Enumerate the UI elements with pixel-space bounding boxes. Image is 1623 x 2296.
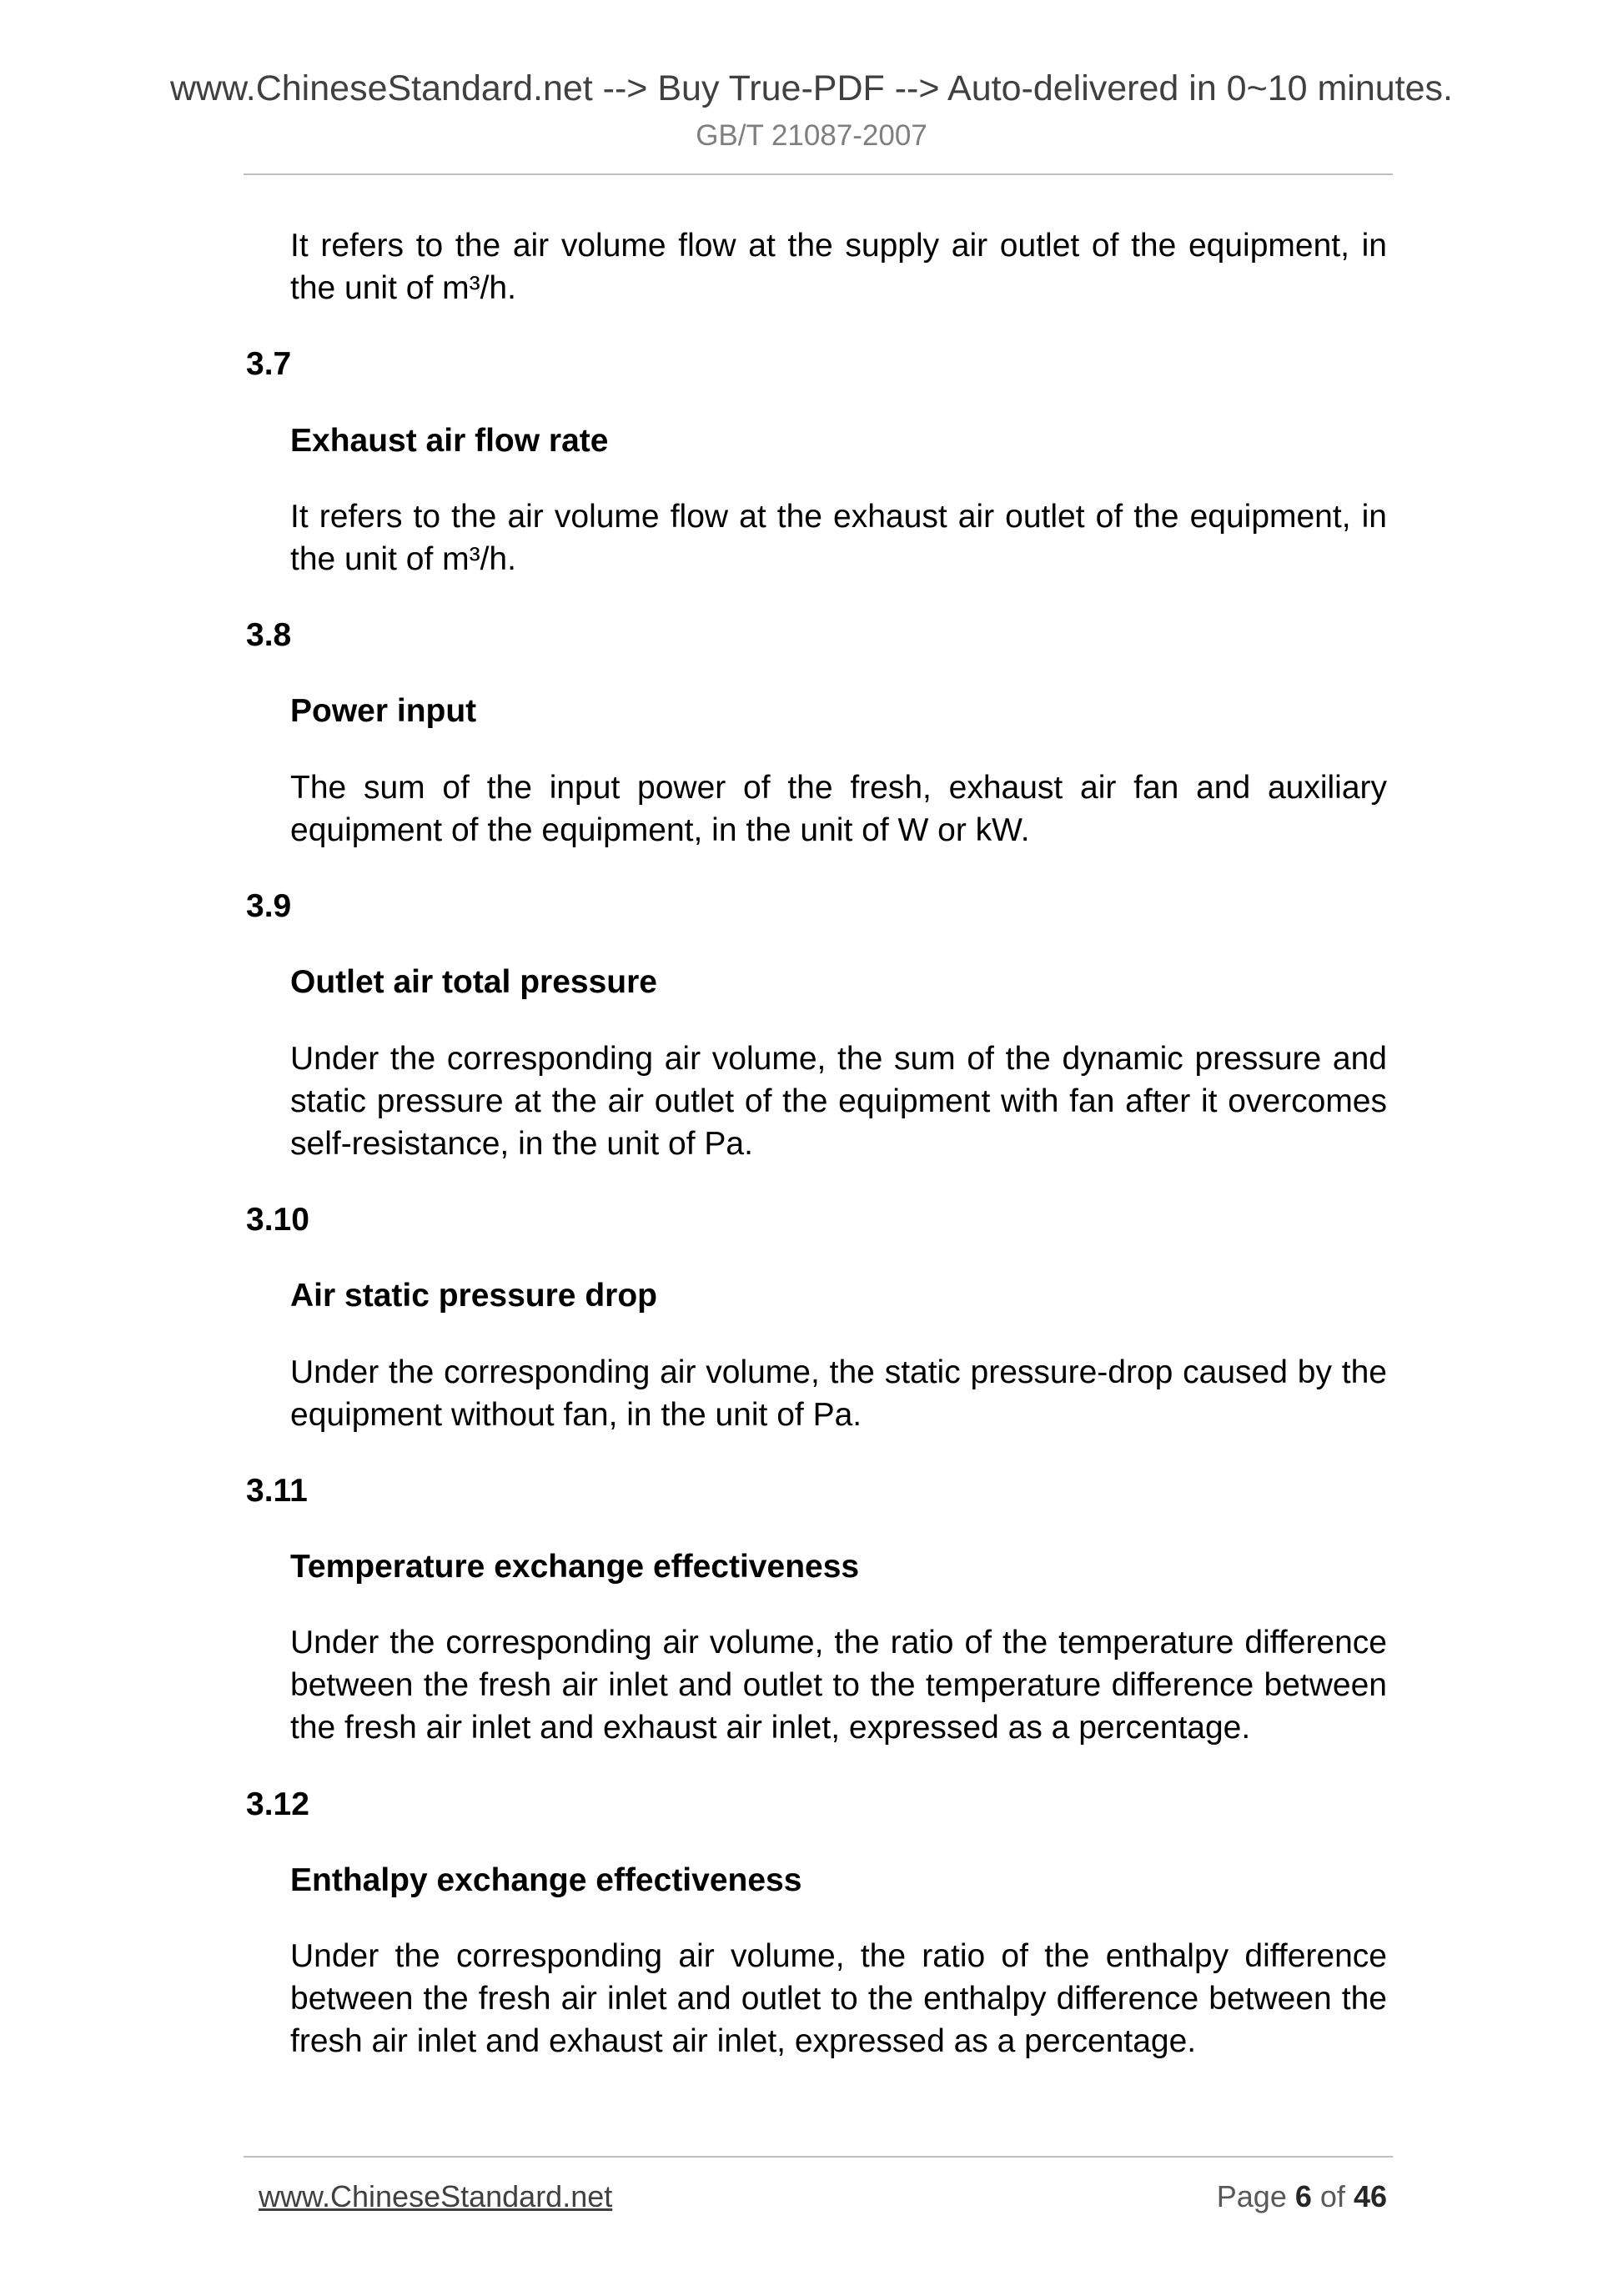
term-title: Enthalpy exchange effectiveness — [290, 1862, 802, 1899]
definition-paragraph — [290, 495, 1387, 580]
current-page-number: 6 — [1294, 2179, 1312, 2213]
page-label: Page — [1216, 2179, 1287, 2213]
continued-definition-paragraph — [290, 224, 1387, 309]
paragraph-line: It refers to the air volume flow at the exhaust air outlet of the equipment, in — [290, 498, 1387, 535]
paragraph-line: equipment of the equipment, in the unit of W or kW. — [290, 811, 1030, 848]
page-body — [0, 224, 1623, 2097]
clause-number: 3.7 — [246, 346, 292, 383]
paragraph-line: Under the corresponding air volume, the ratio of the enthalpy difference — [290, 1938, 1387, 1975]
paragraph-line: between the fresh air inlet and outlet to the temperature difference between — [290, 1667, 1387, 1704]
paragraph-line: self-resistance, in the unit of Pa. — [290, 1125, 753, 1162]
definition-paragraph — [290, 1621, 1387, 1749]
clause-number: 3.12 — [246, 1786, 309, 1822]
standard-code: GB/T 21087-2007 — [696, 119, 927, 152]
term-title: Air static pressure drop — [290, 1278, 657, 1314]
paragraph-line: between the fresh air inlet and outlet to the enthalpy difference between the — [290, 1981, 1387, 2017]
paragraph-line: the unit of m³/h. — [290, 270, 516, 306]
paragraph-line: Under the corresponding air volume, the sum of the dynamic pressure and — [290, 1040, 1387, 1077]
paragraph-line: the fresh air inlet and exhaust air inlet, expressed as a percentage. — [290, 1710, 1251, 1746]
header-divider — [244, 173, 1393, 175]
term-title: Outlet air total pressure — [290, 964, 657, 1001]
total-page-count: 46 — [1353, 2179, 1387, 2213]
paragraph-line: equipment without fan, in the unit of Pa. — [290, 1396, 862, 1433]
paragraph-line: It refers to the air volume flow at the supply air outlet of the equipment, in — [290, 228, 1387, 264]
paragraph-line: Under the corresponding air volume, the ratio of the temperature difference — [290, 1625, 1387, 1661]
paragraph-line: static pressure at the air outlet of the equipment with fan after it overcomes — [290, 1083, 1387, 1119]
term-title: Exhaust air flow rate — [290, 422, 609, 459]
footer-site-link[interactable]: www.ChineseStandard.net — [259, 2179, 613, 2213]
clause-number: 3.8 — [246, 617, 292, 654]
definition-paragraph — [290, 1351, 1387, 1436]
page-indicator — [1217, 2179, 1387, 2214]
paragraph-line: fresh air inlet and exhaust air inlet, expressed as a percentage. — [290, 2023, 1197, 2060]
footer-divider — [244, 2156, 1393, 2158]
paragraph-line: Under the corresponding air volume, the static pressure-drop caused by the — [290, 1354, 1387, 1390]
term-title: Power input — [290, 693, 477, 730]
clause-number: 3.11 — [246, 1472, 308, 1509]
term-title: Temperature exchange effectiveness — [290, 1549, 860, 1585]
definition-paragraph — [290, 766, 1387, 852]
clause-number: 3.9 — [246, 888, 292, 925]
header-banner: www.ChineseStandard.net --> Buy True-PDF --> Auto-delivered in 0~10 minutes. — [169, 68, 1453, 108]
of-label: of — [1319, 2179, 1345, 2213]
clause-number: 3.10 — [246, 1201, 309, 1238]
definition-paragraph — [290, 1935, 1387, 2062]
definition-paragraph — [290, 1037, 1387, 1165]
paragraph-line: the unit of m³/h. — [290, 540, 516, 577]
paragraph-line: The sum of the input power of the fresh, exhaust air fan and auxiliary — [290, 769, 1387, 806]
